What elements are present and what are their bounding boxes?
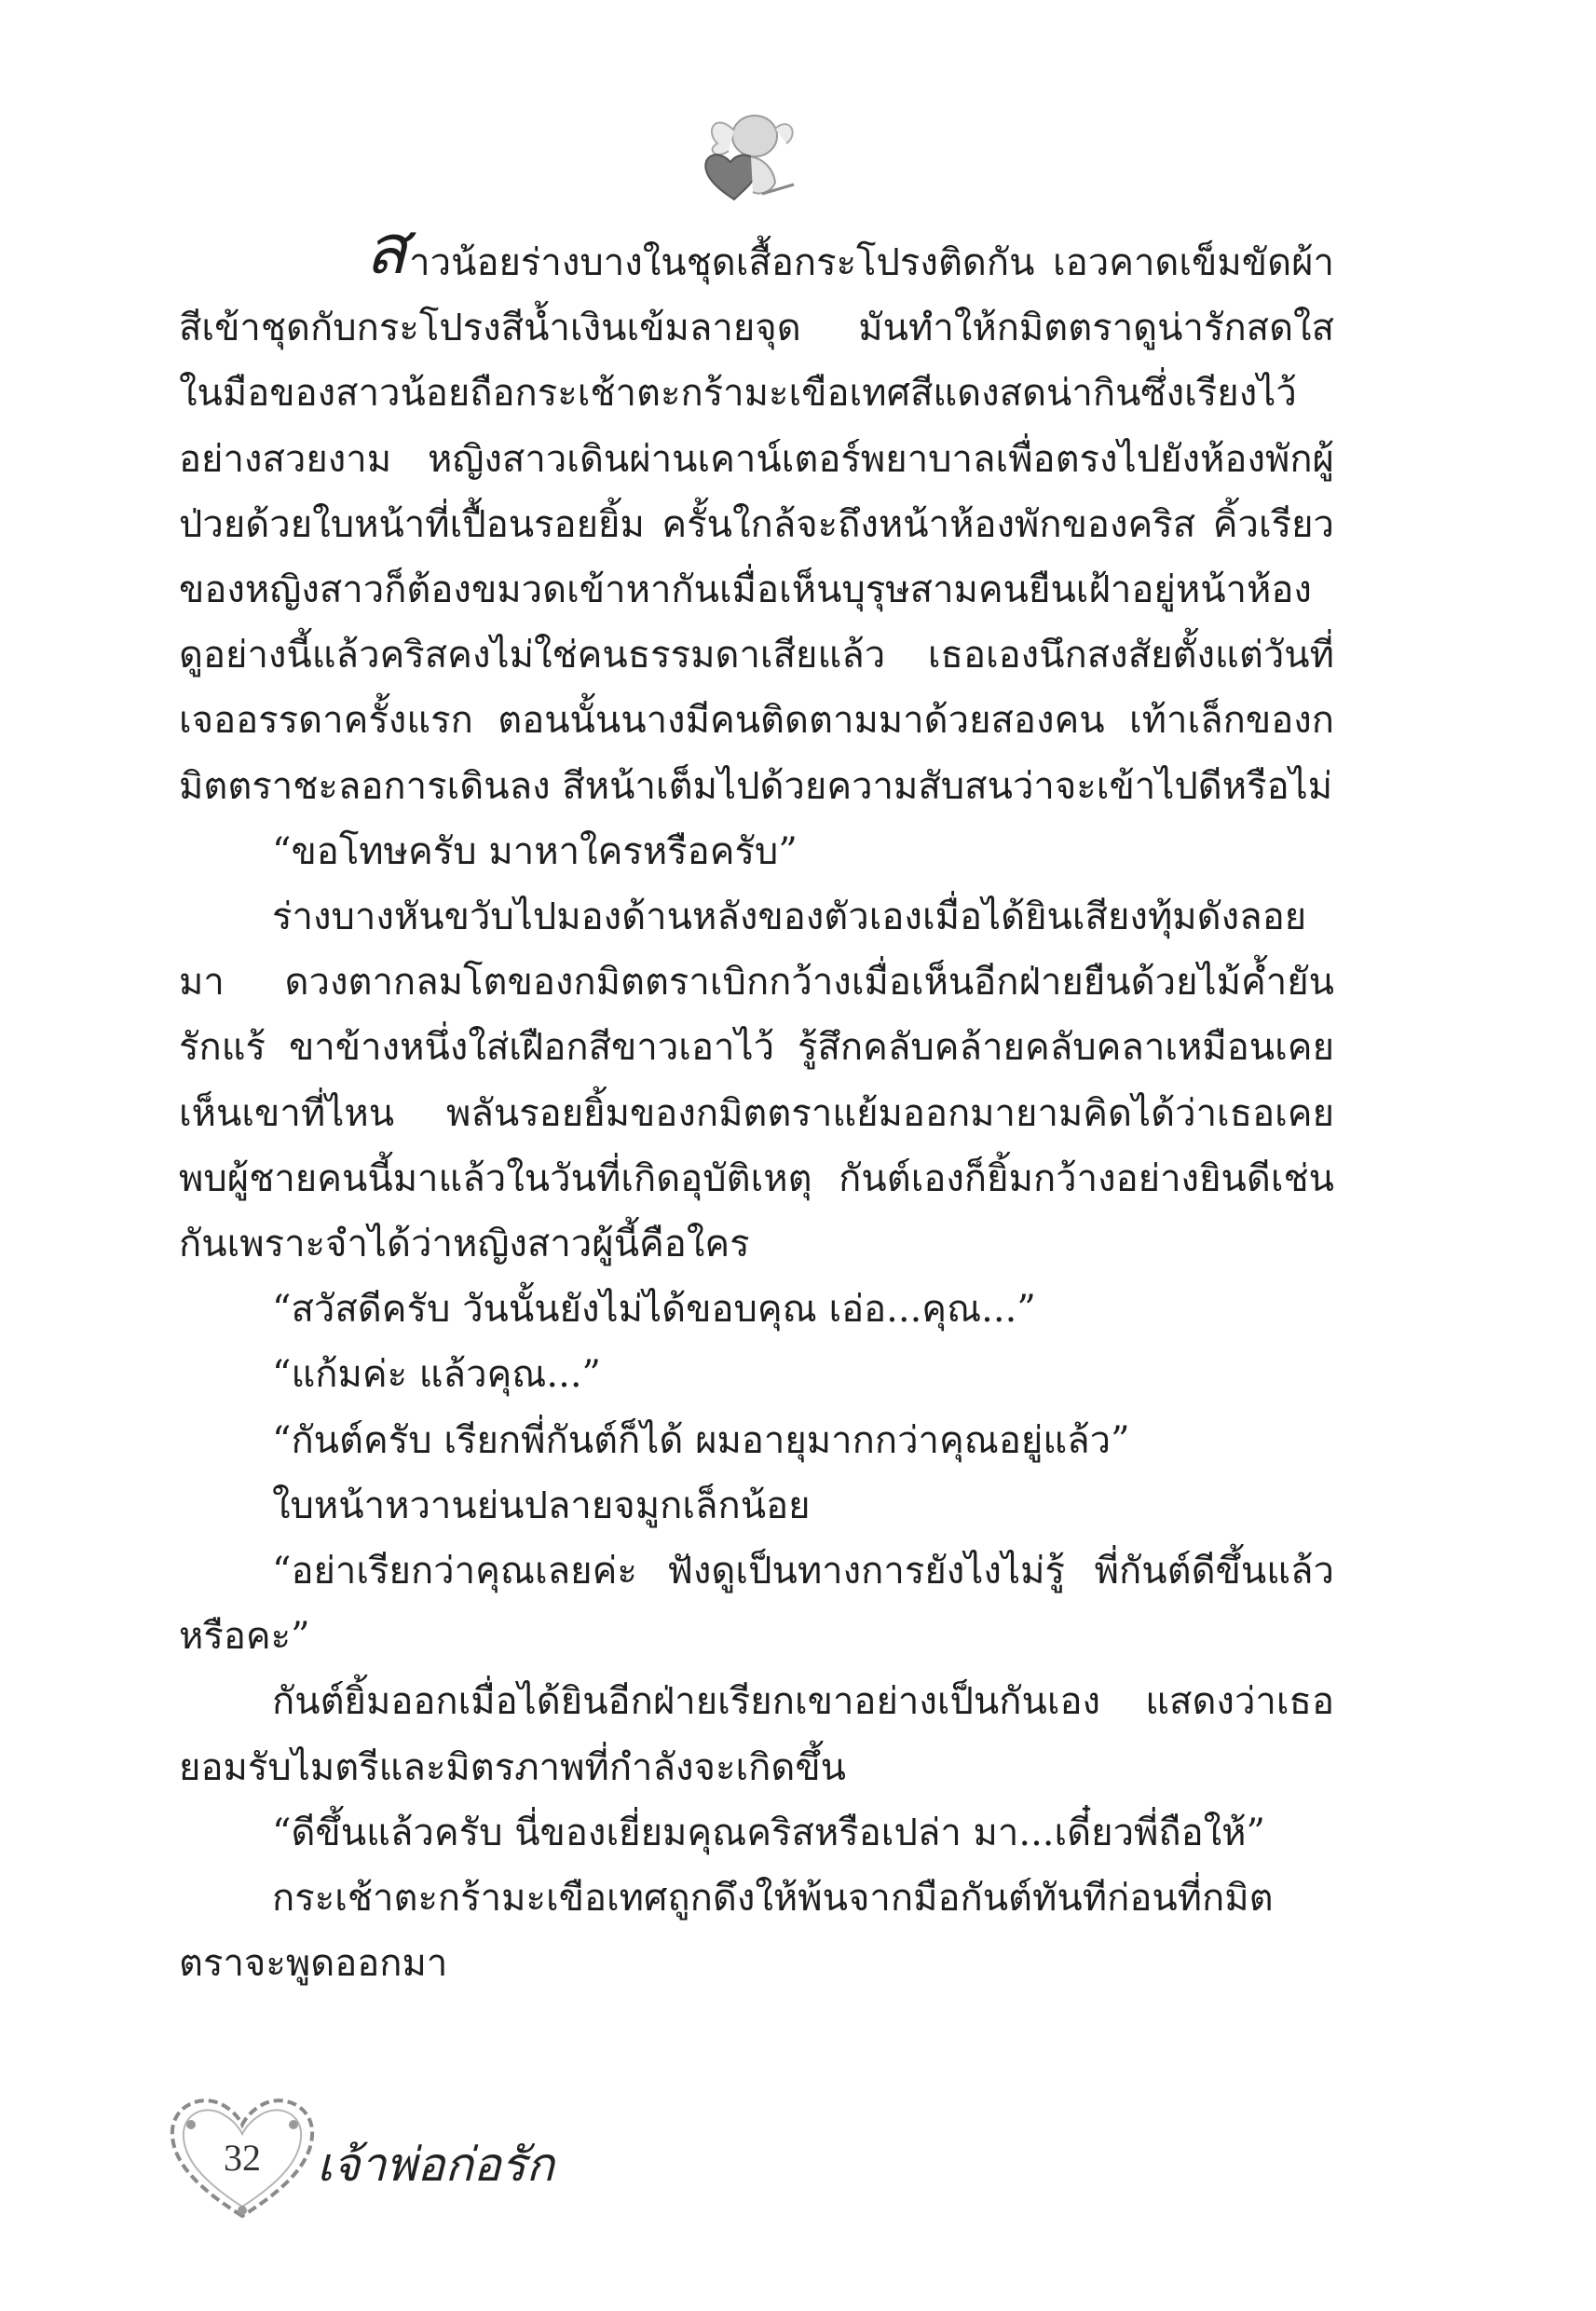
drop-cap: ส [365, 210, 408, 290]
paragraph-5: “แก้มค่ะ แล้วคุณ...” [272, 1353, 601, 1397]
page-number: 32 [224, 2137, 261, 2179]
body-text [179, 210, 1334, 1996]
paragraph-9: กันต์ยิ้มออกเมื่อได้ยินอีกฝ่ายเรียกเขาอย่างเป็นกันเอง แสดงว่าเธอยอมรับไมตรีและมิตรภาพที่กำลังจะเกิดขึ้น [179, 1680, 1334, 1789]
paragraph-3: ร่างบางหันขวับไปมองด้านหลังของตัวเองเมื่อได้ยินเสียงทุ้มดังลอยมา ดวงตากลมโตของกมิตตราเบิกกว้างเมื่อเห็นอีกฝ่ายยืนด้วยไม้ค้ำยันรักแร้ ขาข้างหนึ่งใส่เฝือกสีขาวเอาไว้ รู้สึกคลับคล้ายคลับคลาเหมือนเคยเห็นเขาที่ไหน พลันรอยยิ้มของกมิตตราแย้มออกมายามคิดได้ว่าเธอเคยพบผู้ชายคนนี้มาแล้วในวันที่เกิดอุบัติเหตุ กันต์เองก็ยิ้มกว้างอย่างยินดีเช่นกันเพราะจำได้ว่าหญิงสาวผู้นี้คือใคร [179, 896, 1334, 1266]
paragraph-10: “ดีขึ้นแล้วครับ นี่ของเยี่ยมคุณคริสหรือเปล่า มา...เดี๋ยวพี่ถือให้” [272, 1811, 1265, 1854]
paragraph-4: “สวัสดีครับ วันนั้นยังไม่ได้ขอบคุณ เอ่อ...คุณ...” [272, 1288, 1036, 1332]
page-footer [163, 2087, 648, 2227]
book-title: เจ้าพ่อก่อรัก [317, 2138, 554, 2192]
paragraph-2: “ขอโทษครับ มาหาใครหรือครับ” [272, 829, 798, 873]
paragraph-7: ใบหน้าหวานย่นปลายจมูกเล็กน้อย [272, 1484, 811, 1527]
cupid-heart-icon [697, 103, 801, 205]
paragraph-1-text: าวน้อยร่างบางในชุดเสื้อกระโปรงติดกัน เอวคาดเข็มขัดผ้าสีเข้าชุดกับกระโปรงสีน้ำเงินเข้มลายจุด มันทำให้กมิตตราดูน่ารักสดใส ในมือของสาวน้อยถือกระเช้าตะกร้ามะเขือเทศสีแดงสดน่ากินซึ่งเรียงไว้อย่างสวยงาม หญิงสาวเดินผ่านเคาน์เตอร์พยาบาลเพื่อตรงไปยังห้องพักผู้ป่วยด้วยใบหน้าที่เปื้อนรอยยิ้ม ครั้นใกล้จะถึงหน้าห้องพักของคริส คิ้วเรียวของหญิงสาวก็ต้องขมวดเข้าหากันเมื่อเห็นบุรุษสามคนยืนเฝ้าอยู่หน้าห้อง ดูอย่างนี้แล้วคริสคงไม่ใช่คนธรรมดาเสียแล้ว เธอเองนึกสงสัยตั้งแต่วันที่เจออรรดาครั้งแรก ตอนนั้นนางมีคนติดตามมาด้วยสองคน เท้าเล็กของกมิตตราชะลอการเดินลง สีหน้าเต็มไปด้วยความสับสนว่าจะเข้าไปดีหรือไม่ [179, 241, 1334, 808]
paragraph-1 [179, 210, 1334, 819]
paragraph-6: “กันต์ครับ เรียกพี่กันต์ก็ได้ ผมอายุมากกว่าคุณอยู่แล้ว” [272, 1418, 1130, 1462]
paragraph-8: “อย่าเรียกว่าคุณเลยค่ะ ฟังดูเป็นทางการยังไงไม่รู้ พี่กันต์ดีขึ้นแล้วหรือคะ” [179, 1550, 1334, 1659]
paragraph-11: กระเช้าตะกร้ามะเขือเทศถูกดึงให้พ้นจากมือกันต์ทันทีก่อนที่กมิตตราจะพูดออกมา [179, 1877, 1274, 1986]
